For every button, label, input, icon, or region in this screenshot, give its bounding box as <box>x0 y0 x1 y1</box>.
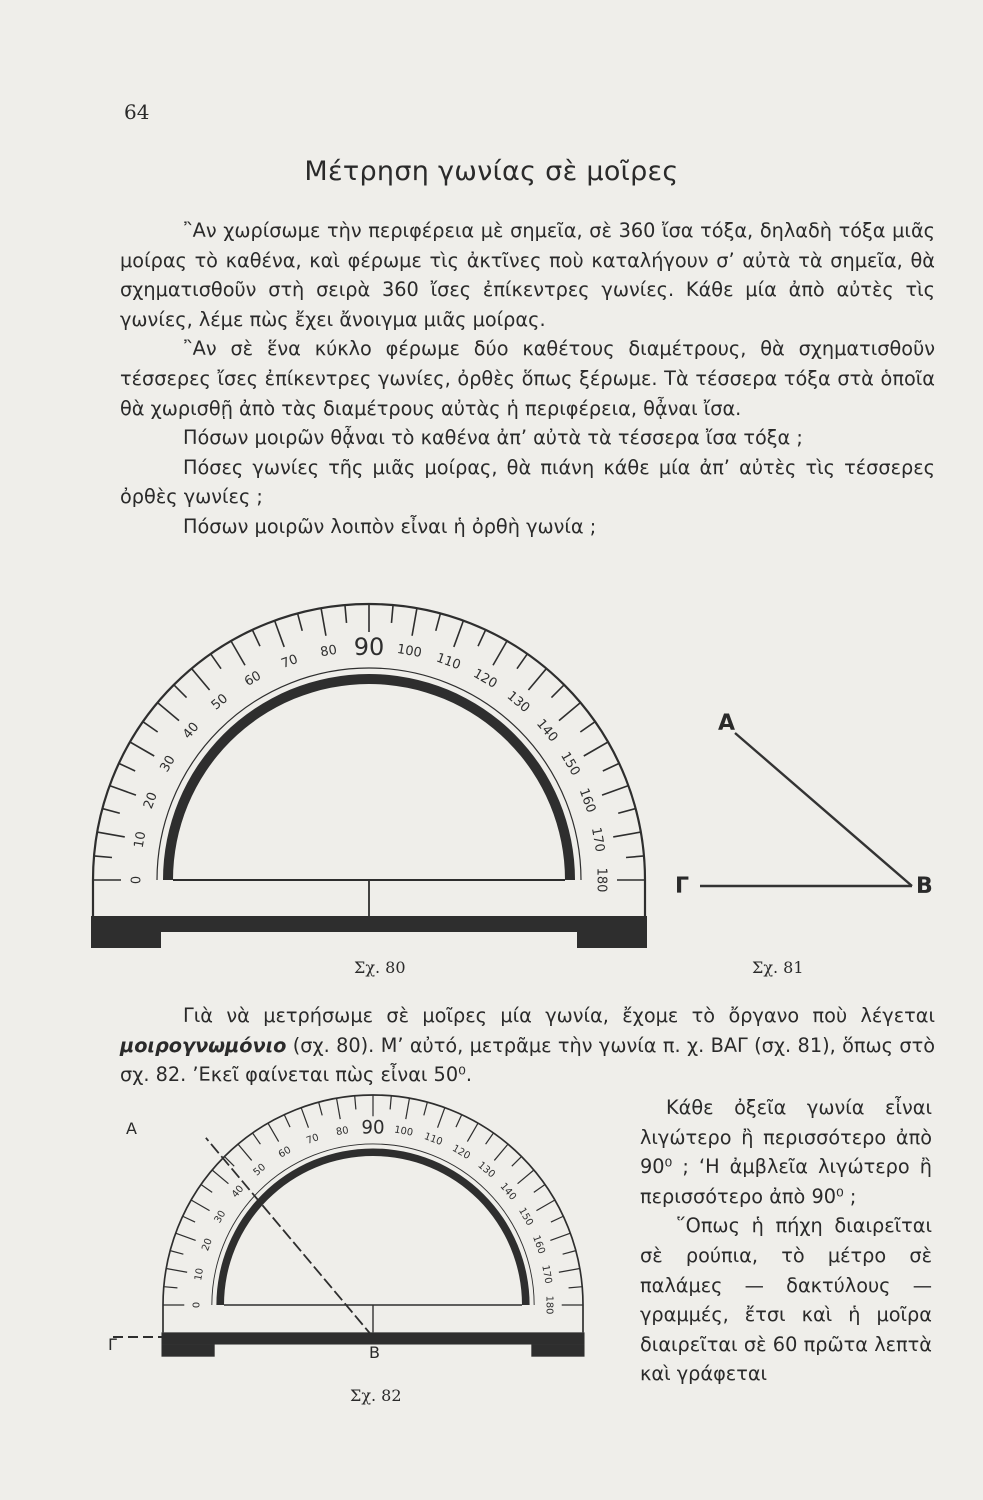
paragraph-2: ῍Αν σὲ ἕνα κύκλο φέρωμε δύο καθέτους διαμέτρους, θὰ σχηματισθοῦν τέσσερες ἴσες ἐπίκεντρες γωνίες, ὀρθὲς ὅπως ξέρωμε. Τὰ τέσσερα τόξα στὰ ὁποῖα θὰ χωρισθῇ ἀπὸ τὰς διαμέτρους αὐτὰς ἡ περιφέρεια, θᾆναι ἴσα. <box>120 337 935 420</box>
fig82-label-0: 0 <box>191 1301 203 1309</box>
caption-fig-80: Σχ. 80 <box>354 958 406 977</box>
fig82-tick-85 <box>355 1096 356 1110</box>
fig82-tick-115 <box>456 1115 462 1127</box>
side-paragraph-2: ῞Οπως ἡ πήχη διαιρεῖται σὲ ρούπια, τὸ μέτρο σὲ παλάμες — δακτύλους —γραμμές, ἔτσι καὶ ἡ μοῖρα διαιρεῖται σὲ 60 πρῶτα λεπτὰ καὶ γράφεται <box>640 1214 932 1386</box>
paragraph-4: Πόσες γωνίες τῆς μιᾶς μοίρας, θὰ πιάνη κάθε μία ἀπ’ αὐτὲς τὶς τέσσερες ὀρθὲς γωνίες ; <box>120 455 935 509</box>
fig82-base-foot-right <box>531 1345 584 1357</box>
fig80-label-170: 170 <box>587 826 608 854</box>
fig82-tick-160 <box>550 1233 570 1240</box>
fig82-label-b: Β <box>369 1343 380 1362</box>
paragraph-protractor-intro <box>120 1001 935 1090</box>
paragraph-5: Πόσων μοιρῶν λοιπὸν εἶναι ἡ ὀρθὴ γωνία ; <box>183 514 597 538</box>
fig82-tick-30 <box>191 1200 209 1211</box>
intro-text-start: Γιὰ νὰ μετρήσωμε σὲ μοῖρες μία γωνία, ἔχομε τὸ ὄργανο ποὺ λέγεται <box>183 1004 935 1027</box>
fig82-tick-145 <box>534 1185 545 1193</box>
fig82-tick-5 <box>164 1287 178 1288</box>
fig82-label-120: 120 <box>450 1143 472 1163</box>
fig80-label-30: 30 <box>157 753 179 775</box>
fig80-label-150: 150 <box>557 749 583 779</box>
fig82-label-30: 30 <box>212 1208 229 1226</box>
fig82-tick-60 <box>268 1123 279 1141</box>
fig82-tick-55 <box>253 1133 261 1144</box>
fig82-tick-135 <box>512 1157 522 1167</box>
fig82-label-70: 70 <box>304 1132 321 1147</box>
fig82-tick-155 <box>551 1216 563 1222</box>
fig82-label-90: 90 <box>361 1117 385 1139</box>
fig80-label-50: 50 <box>208 691 232 714</box>
fig82-label-60: 60 <box>276 1144 294 1161</box>
fig82-tick-15 <box>170 1251 183 1255</box>
side-text <box>640 1093 932 1389</box>
page-title: Μέτρηση γωνίας σὲ μοῖρες <box>304 156 679 187</box>
fig82-tick-165 <box>563 1251 576 1255</box>
fig82-label-20: 20 <box>200 1236 215 1253</box>
fig82-label-150: 150 <box>515 1206 535 1228</box>
fig82-label-170: 170 <box>539 1264 554 1285</box>
caption-fig-82: Σχ. 82 <box>350 1386 402 1405</box>
fig80-label-160: 160 <box>575 786 599 815</box>
fig82-tick-110 <box>438 1108 445 1128</box>
fig80-label-40: 40 <box>180 719 203 743</box>
fig82-tick-140 <box>518 1170 534 1184</box>
fig80-label-120: 120 <box>470 666 500 692</box>
fig82-tick-125 <box>486 1133 494 1144</box>
fig82-tick-175 <box>569 1287 583 1288</box>
fig82-tick-50 <box>238 1144 252 1160</box>
fig82-tick-130 <box>494 1144 508 1160</box>
fig82-label-140: 140 <box>497 1181 519 1203</box>
fig82-tick-80 <box>337 1098 341 1119</box>
fig80-label-0: 0 <box>129 875 145 885</box>
side-paragraph-1: Κάθε ὀξεῖα γωνία εἶναι λιγώτερο ἢ περισσότερο ἀπὸ 90⁰ ; ‘Η ἀμβλεῖα λιγώτερο ἢ περισσότερο ἀπὸ 90⁰ ; <box>640 1096 932 1208</box>
fig82-label-50: 50 <box>251 1161 269 1179</box>
fig82-label-a: Α <box>126 1119 137 1138</box>
fig80-label-80: 80 <box>319 642 339 661</box>
fig80-label-20: 20 <box>141 790 161 811</box>
caption-fig-81: Σχ. 81 <box>752 958 804 977</box>
fig82-tick-150 <box>536 1200 554 1211</box>
fig82-tick-75 <box>319 1102 323 1115</box>
fig82-label-40: 40 <box>229 1183 247 1201</box>
term-protractor: μοιρογνωμόνιο <box>120 1033 287 1057</box>
fig82-tick-70 <box>301 1108 308 1128</box>
fig82-label-100: 100 <box>393 1124 414 1139</box>
fig82-label-160: 160 <box>530 1234 547 1256</box>
fig81-label-b: Β <box>916 874 933 899</box>
fig80-label-70: 70 <box>279 652 300 672</box>
fig82-tick-20 <box>176 1233 196 1240</box>
fig82-label-g: Γ <box>108 1335 117 1354</box>
fig82-tick-170 <box>559 1269 580 1273</box>
paragraph-3: Πόσων μοιρῶν θᾆναι τὸ καθένα ἀπ’ αὐτὰ τὰ τέσσερα ἴσα τόξα ; <box>183 426 803 450</box>
fig82-tick-105 <box>424 1102 428 1115</box>
fig82-tick-100 <box>406 1098 410 1119</box>
fig82-label-10: 10 <box>193 1267 207 1282</box>
fig81-label-g: Γ <box>675 874 690 899</box>
fig80-label-90: 90 <box>353 633 385 661</box>
fig82-label-180: 180 <box>543 1295 555 1315</box>
intro-text-end: (σχ. 80). Μ’ αὐτό, μετρᾶμε τὴν γωνία π. χ. ΒΑΓ (σχ. 81), ὅπως στὸ σχ. 82. ’Εκεῖ φαίνεται πὼς εἶναι 50⁰. <box>120 1033 935 1087</box>
fig82-tick-10 <box>166 1269 187 1273</box>
fig82-tick-95 <box>390 1096 391 1110</box>
fig82-tick-35 <box>201 1185 212 1193</box>
fig82-label-80: 80 <box>335 1125 350 1139</box>
fig82-label-110: 110 <box>422 1131 444 1148</box>
middle-text <box>120 1001 935 1090</box>
fig82-tick-40 <box>212 1170 228 1184</box>
fig80-label-60: 60 <box>242 668 264 690</box>
page-number: 64 <box>124 100 150 124</box>
fig82-tick-65 <box>284 1115 290 1127</box>
fig80-label-10: 10 <box>131 830 150 850</box>
fig82-base-foot-left <box>161 1345 214 1357</box>
fig82-label-130: 130 <box>475 1159 497 1181</box>
fig80-label-110: 110 <box>434 650 463 674</box>
paragraph-1: ῍Αν χωρίσωμε τὴν περιφέρεια μὲ σημεῖα, σὲ 360 ἴσα τόξα, δηλαδὴ τόξα μιᾶς μοίρας τὸ καθένα, καὶ φέρωμε τὶς ἀκτῖνες ποὺ καταλήγουν σ’ αὐτὰ τὰ σημεῖα, θὰ σχηματισθοῦν στὴ σειρὰ 360 ἴσες ἐπίκεντρες γωνίες. Κάθε μία ἀπὸ αὐτὲς τὶς γωνίες, λέμε πὼς ἔχει ἄνοιγμα μιᾶς μοίρας. <box>120 219 935 331</box>
fig80-label-140: 140 <box>532 716 561 746</box>
fig82-tick-120 <box>467 1123 478 1141</box>
fig80-label-100: 100 <box>395 641 423 662</box>
fig80-label-180: 180 <box>593 867 609 893</box>
fig82-tick-25 <box>183 1216 195 1222</box>
fig80-label-130: 130 <box>503 688 533 717</box>
fig81-label-a: Α <box>718 711 736 736</box>
